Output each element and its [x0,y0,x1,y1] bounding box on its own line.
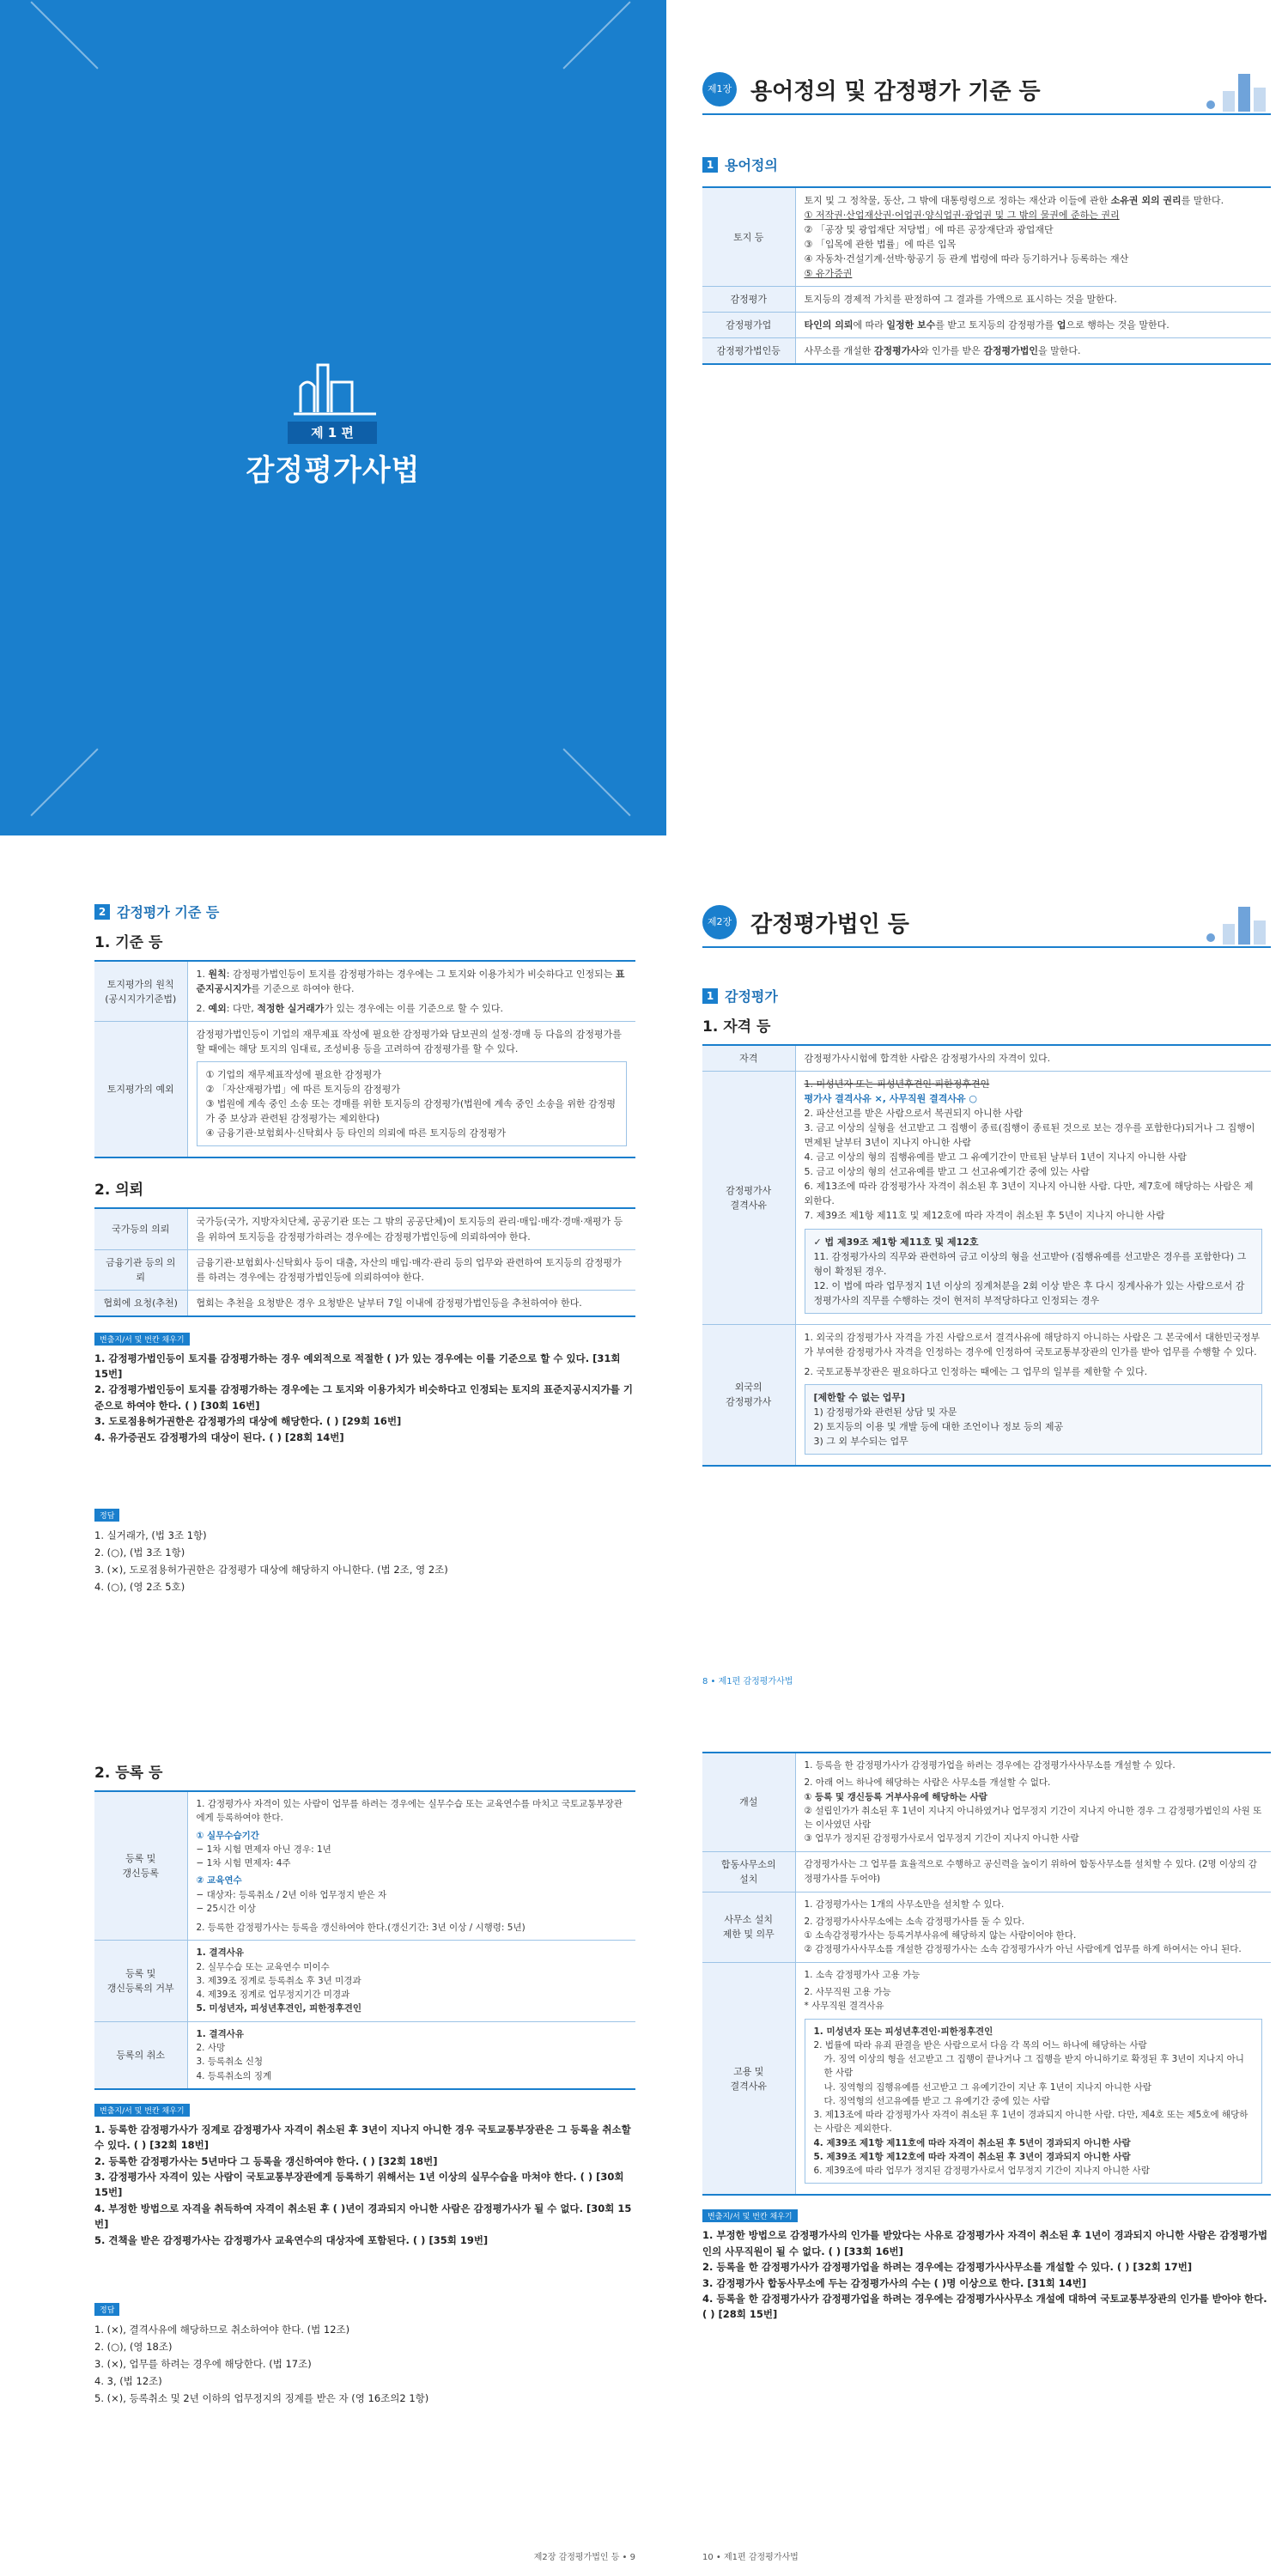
list-item: 3. 감정평가사 합동사무소에 두는 감정평가사의 수는 ( )명 이상으로 한다. [31회 14번] [702,2276,1087,2289]
quiz-list [702,2227,1271,2322]
list-item: 3. 도로점용허가권한은 감정평가의 대상에 해당한다. ( ) [29회 16번] [94,1415,402,1428]
criteria-table [94,960,635,1158]
list-item: 3. (×), 도로점용허가권한은 감정평가 대상에 해당하지 아니한다. (법 2조, 영 2조) [94,1564,448,1577]
table-row: 토지 등 토지 및 그 정착물, 동산, 그 밖에 대통령령으로 정하는 재산과 이들에 관한 소유권 외의 권리를 말한다. ① 저작권·산업재산권·어업권·양식업권·광업권 및 그 밖의 물권에 준하는 권리 ② 「공장 및 광업재단 저당법」에 따른 공장재단과 광업재단 ③ 「입목에 관한 법률」에 따른 입목 ④ 자동차·건설기계·선박·항공기 등 관계 법령에 따라 등기하거나 등록하는 재산 ⑤ 유가증권 [702,187,1271,287]
cover-deco-line [562,748,630,816]
list-item: 2. (○), (영 18조) [94,2341,173,2354]
part-badge: 제 1 편 [288,422,377,444]
table-row: 감정평가업 타인의 의뢰에 따라 일정한 보수를 받고 토지등의 감정평가를 업으로 행하는 것을 말한다. [702,313,1271,338]
table-row: 합동사무소의 설치 감정평가사는 그 업무를 효율적으로 수행하고 공신력을 높이기 위하여 합동사무소를 설치할 수 있다. (2명 이상의 감정평가사를 두어야) [702,1851,1271,1892]
office-page [685,1743,1288,2567]
list-item: 4. (○), (영 2조 5호) [94,1581,185,1594]
list-item: 3. 감정평가사 자격이 있는 사람이 국토교통부장관에게 등록하기 위해서는 1년 이상의 실무수습을 마쳐야 한다. ( ) [30회 15번] [94,2170,624,2199]
chapter-header: 제2장 감정평가법인 등 [702,893,1271,948]
subsection-title: 2. 의뢰 [94,1182,144,1200]
qualification-table [702,1044,1271,1467]
definition-table [702,186,1271,365]
quiz-tag: 변출지/서 및 번칸 채우기 [94,2104,190,2117]
page-footer: 제2장 감정평가법인 등 • 9 [533,2553,635,2562]
table-row: 개설 1. 등록을 한 감정평가사가 감정평가업을 하려는 경우에는 감정평가사사무소를 개설할 수 있다. 2. 아래 어느 하나에 해당하는 사람은 사무소를 개설할 수 없다. ① 등록 및 갱신등록 거부사유에 해당하는 사람 ② 설립인가가 취소된 후 1년이 지나지 아니하였거나 업무정지 기간이 지나지 아니한 경우 그 감정평가법인의 사원 또는 이사였던 사람 ③ 업무가 정지된 감정평가사로서 업무정지 기간이 지나지 아니한 사람 [702,1753,1271,1851]
quiz-list [94,1351,635,1445]
list-item: 4. 부정한 방법으로 자격을 취득하여 자격이 취소된 후 ( )년이 경과되지 아니한 사람은 감정평가사가 될 수 없다. [30회 15번] [94,2202,632,2231]
list-item: 2. 등록한 감정평가사는 5년마다 그 등록을 갱신하여야 한다. ( ) [32회 18번] [94,2154,438,2167]
quiz-tag: 변출지/서 및 번칸 채우기 [702,2209,798,2222]
page-footer: 10 • 제1편 감정평가사법 [702,2553,799,2562]
cover-deco-line [30,748,98,816]
table-row: 외국의 감정평가사 1. 외국의 감정평가사 자격을 가진 사람으로서 결격사유에 해당하지 아니하는 사람은 그 본국에서 대한민국정부가 부여한 감정평가사 자격을 인정하는 경우에 인정하여 국토교통부장관의 인가를 받아 업무를 수행할 수 있다. 2. 국토교통부장관은 필요하다고 인정하는 때에는 그 업무의 일부를 제한할 수 있다. [제한할 수 없는 업무] 1) 감정평가와 관련된 상담 및 자문 2) 토지등의 이용 및 개발 등에 대한 조언이나 정보 등의 제공 3) 그 외 부수되는 업무 [702,1324,1271,1466]
cover-deco-line [30,1,98,69]
chapter-title: 용어정의 및 감정평가 기준 등 [750,79,1041,105]
answer-list [94,2321,635,2408]
list-item: 4. 유가증권도 감정평가의 대상이 된다. ( ) [28회 14번] [94,1431,344,1443]
list-item: 2. 등록을 한 감정평가사가 감정평가업을 하려는 경우에는 감정평가사사무소를 개설할 수 있다. ( ) [32회 17번] [702,2261,1193,2274]
table-row: 감정평가 토지등의 경제적 가치를 판정하여 그 결과를 가액으로 표시하는 것을 말한다. [702,287,1271,313]
list-item: 4. 등록을 한 감정평가사가 감정평가업을 하려는 경우에는 감정평가사사무소 개설에 대하여 국토교통부장관의 인가를 받아야 한다. ( ) [28회 15번] [702,2293,1267,2321]
table-row: 사무소 설치 제한 및 의무 1. 감정평가사는 1개의 사무소만을 설치할 수 있다. 2. 감정평가사사무소에는 소속 감정평가사를 둘 수 있다. ① 소속감정평가사는 등록거부사유에 해당하지 않는 사람이어야 한다. ② 감정평가사사무소를 개설한 감정평가사는 소속 감정평가사가 아닌 사람에게 업무를 하게 하여서는 아니 된다. [702,1892,1271,1962]
quiz-list [94,2122,635,2248]
subsection-title: 2. 등록 등 [94,1765,163,1782]
table-row: 국가등의 의뢰 국가등(국가, 지방자치단체, 공공기관 또는 그 밖의 공공단체)이 토지등의 관리·매입·매각·경매·재평가 등을 위하여 토지등을 감정평가하려는 경우에는 감정평가법인등에 의뢰하여야 한다. [94,1208,635,1249]
building-icon [292,361,378,421]
registration-page [94,1743,635,2567]
table-row: 자격 감정평가사시험에 합격한 사람은 감정평가사의 자격이 있다. [702,1045,1271,1072]
list-item: 1. 감정평가법인등이 토지를 감정평가하는 경우 예외적으로 적절한 ( )가 있는 경우에는 이를 기준으로 할 수 있다. [31회 15번] [94,1352,621,1381]
table-row: 등록 및 갱신등록 1. 감정평가사 자격이 있는 사람이 업무를 하려는 경우에는 실무수습 또는 교육연수를 마치고 국토교통부장관에게 등록하여야 한다. ① 실무수습기간 − 1차 시험 면제자 아닌 경우: 1년 − 1차 시험 면제자: 4주 ② 교육연수 − 대상자: 등록취소 / 2년 이하 업무정지 받은 자 − 25시간 이상 2. 등록한 감정평가사는 등록을 갱신하여야 한다.(갱신기간: 3년 이상 / 시행령: 5년) [94,1791,635,1941]
chapter-title: 감정평가법인 등 [750,912,909,938]
table-row: 금융기관 등의 의뢰 금융기관·보험회사·신탁회사 등이 대출, 자산의 매입·매각·관리 등의 업무와 관련하여 토지등의 감정평가를 하려는 경우에는 감정평가법인등에 의뢰하여야 한다. [94,1249,635,1290]
list-item: 1. 등록한 감정평가사가 징계로 감정평가사 자격이 취소된 후 3년이 지나지 아니한 경우 국토교통부장관은 그 등록을 취소할 수 있다. ( ) [32회 18번] [94,2123,631,2152]
cover-page [0,0,666,835]
quiz-tag: 변출지/서 및 번칸 채우기 [94,1333,190,1346]
subsection-title: 1. 자격 등 [702,1018,771,1036]
table-row: 등록의 취소 1. 결격사유 2. 사망 3. 등록취소 신청 4. 등록취소의 징계 [94,2021,635,2089]
table-row: 감정평가사 결격사유 1. 미성년자 또는 피성년후견인·피한정후견인 평가사 결격사유 ×, 사무직원 결격사유 ○ 2. 파산선고를 받은 사람으로서 복권되지 아니한 사람 3. 금고 이상의 실형을 선고받고 그 집행이 종료(집행이 종료된 것으로 보는 경우를 포함한다)되거나 그 집행이 면제된 날부터 3년이 지나지 아니한 사람 4. 금고 이상의 형의 집행유예를 받고 그 유예기간이 만료된 날부터 1년이 지나지 아니한 사람 5. 금고 이상의 형의 선고유예를 받고 그 선고유예기간 중에 있는 사람 6. 제13조에 따라 감정평가사 자격이 취소된 후 3년이 지나지 아니한 사람. 다만, 제7호에 해당하는 사람은 제외한다. 7. 제39조 제1항 제11호 및 제12호에 따라 자격이 취소된 후 5년이 지나지 아니한 사람 ✓ 법 제39조 제1항 제11호 및 제12호 11. 감정평가사의 직무와 관련하여 금고 이상의 형을 선고받아 (집행유예를 선고받은 경우를 포함한다) 그 형이 확정된 경우. 12. 이 법에 따라 업무정지 1년 이상의 징계처분을 2회 이상 받은 후 다시 징계사유가 있는 사람으로서 감정평가사의 직무를 수행하는 것이 현저히 부적당하다고 인정되는 경우 [702,1072,1271,1325]
table-row: 등록 및 갱신등록의 거부 1. 결격사유 2. 실무수습 또는 교육연수 미이수 3. 제39조 징계로 등록취소 후 3년 미경과 4. 제39조 징계로 업무정지기간 미경과 5. 미성년자, 피성년후견인, 피한정후견인 [94,1941,635,2021]
list-item: 1. 실거래가, (법 3조 1항) [94,1529,207,1542]
cover-title: 감정평가사법 [246,453,421,488]
chapter1-page [685,0,1288,835]
subsection-title: 1. 기준 등 [94,934,163,951]
page-footer: 8 • 제1편 감정평가사법 [702,1677,793,1686]
chapter-header [702,60,1271,115]
table-row: 토지평가의 원칙 (공시지가기준법) 1. 원칙: 감정평가법인등이 토지를 감정평가하는 경우에는 그 토지와 이용가치가 비슷하다고 인정되는 표준지공시지가를 기준으로 하여야 한다. 2. 예외: 다만, 적정한 실거래가가 있는 경우에는 이를 기준으로 할 수 있다. [94,961,635,1022]
list-item: 5. 견책을 받은 감정평가사는 감정평가사 교육연수의 대상자에 포함된다. ( ) [35회 19번] [94,2233,489,2246]
section-heading: 1 감정평가 [702,986,1271,1005]
list-item: 5. (×), 등록취소 및 2년 이하의 업무정지의 징계를 받은 자 (영 16조의2 1항) [94,2392,429,2405]
cover-deco-line [562,1,630,69]
criteria-page [94,884,635,1692]
list-item: 3. (×), 업무를 하려는 경우에 해당한다. (법 17조) [94,2358,312,2371]
table-row: 토지평가의 예외 감정평가법인등이 기업의 재무제표 작성에 필요한 감정평가와 담보권의 설정·경매 등 다음의 감정평가를 할 때에는 해당 토지의 임대료, 조성비용 등을 고려하여 감정평가를 할 수 있다. ① 기업의 재무제표작성에 필요한 감정평가 ② 「자산재평가법」에 따른 토지등의 감정평가 ③ 법원에 계속 중인 소송 또는 경매를 위한 토지등의 감정평가(법원에 계속 중인 소송을 위한 감정평가 중 보상과 관련된 감정평가는 제외한다) ④ 금융기관·보험회사·신탁회사 등 타인의 의뢰에 따른 토지등의 감정평가 [94,1022,635,1158]
chapter-badge: 제1장 [702,72,737,106]
list-item: 1. (×), 결격사유에 해당하므로 취소하여야 한다. (법 12조) [94,2323,350,2336]
list-item: 2. (○), (법 3조 1항) [94,1546,185,1559]
answer-list [94,1527,635,1596]
table-row: 감정평가법인등 사무소를 개설한 감정평가사와 인가를 받은 감정평가법인을 말한다. [702,338,1271,365]
registration-table [94,1790,635,2090]
list-item: 1. 부정한 방법으로 감정평가사의 인가를 받았다는 사유로 감정평가사 자격이 취소된 후 1년이 경과되지 아니한 사람은 감정평가법인의 사무직원이 될 수 없다. ( ) [33회 16번] [702,2229,1268,2257]
section-heading: 1 용어정의 [702,155,1271,174]
table-row: 고용 및 결격사유 1. 소속 감정평가사 고용 가능 2. 사무직원 고용 가능 * 사무직원 결격사유 1. 미성년자 또는 피성년후견인·피한정후견인 2. 법률에 따라 유죄 판결을 받은 사람으로서 다음 각 목의 어느 하나에 해당하는 사람 가. 징역 이상의 형을 선고받고 그 집행이 끝나거나 그 집행을 받지 아니하기로 확정된 후 3년이 지나지 아니한 사람 나. 징역형의 집행유예를 선고받고 그 유예기간이 지난 후 1년이 지나지 아니한 사람 다. 징역형의 선고유예를 받고 그 유예기간 중에 있는 사람 3. 제13조에 따라 감정평가사 자격이 취소된 후 1년이 경과되지 아니한 사람. 다만, 제4호 또는 제5호에 해당하는 사람은 제외한다. 4. 제39조 제1항 제11호에 따라 자격이 취소된 후 5년이 경과되지 아니한 사람 5. 제39조 제1항 제12호에 따라 자격이 취소된 후 3년이 경과되지 아니한 사람 6. 제39조에 따라 업무가 정지된 감정평가사로서 업무정지 기간이 지나지 아니한 사람 [702,1962,1271,2195]
answer-tag: 정답 [94,2303,119,2316]
list-item: 4. 3, (법 12조) [94,2375,162,2388]
list-item: 2. 감정평가법인등이 토지를 감정평가하는 경우에는 그 토지와 이용가치가 비슷하다고 인정되는 토지의 표준지공시지가를 기준으로 하여야 한다. ( ) [30회 16번] [94,1383,633,1412]
building-deco-icon [1202,65,1271,113]
chapter2-page [685,884,1288,1692]
answer-tag: 정답 [94,1509,119,1522]
request-table [94,1207,635,1316]
office-table [702,1752,1271,2196]
building-deco-icon [1202,898,1271,946]
section-heading: 2 감정평가 기준 등 [94,902,635,921]
table-row: 협회에 요청(추천) 협회는 추천을 요청받은 경우 요청받은 날부터 7일 이내에 감정평가법인등을 추천하여야 한다. [94,1290,635,1316]
